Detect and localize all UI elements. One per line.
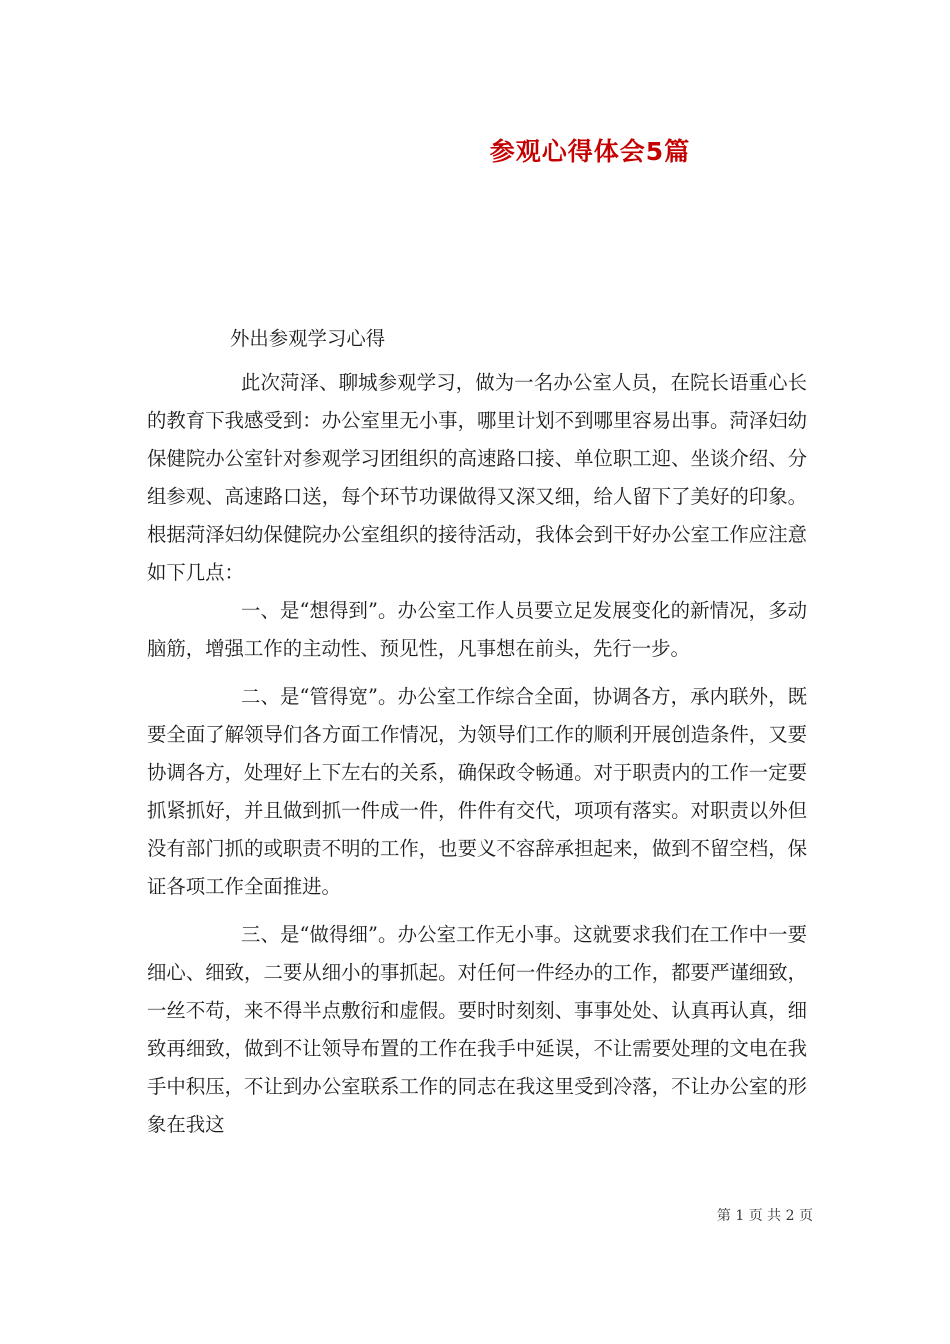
paragraph-point-3: 三、是“做得细”。办公室工作无小事。这就要求我们在工作中一要细心、细致，二要从细小的事抓起。对任何一件经办的工作，都要严谨细致，一丝不苟，来不得半点敷衍和虚假。要时时刻刻、事事处处、认真再认真，细致再细致，做到不让领导布置的工作在我手中延误，不让需要处理的文电在我手中积压，不让到办公室联系工作的同志在我这里受到冷落，不让办公室的形象在我这 xyxy=(147,923,807,1136)
paragraph-point-1: 一、是“想得到”。办公室工作人员要立足发展变化的新情况，多动脑筋，增强工作的主动性、预见性，凡事想在前头，先行一步。 xyxy=(147,599,807,660)
page-number-footer: 第 1 页 共 2 页 xyxy=(716,1208,813,1224)
section-heading: 外出参观学习心得 xyxy=(230,327,386,350)
document-body xyxy=(147,320,807,1144)
paragraph-intro: 此次菏泽、聊城参观学习，做为一名办公室人员，在院长语重心长的教育下我感受到：办公室里无小事，哪里计划不到哪里容易出事。菏泽妇幼保健院办公室针对参观学习团组织的高速路口接、单位职工迎、坐谈介绍、分组参观、高速路口送，每个环节功课做得又深又细，给人留下了美好的印象。根据菏泽妇幼保健院办公室组织的接待活动，我体会到干好办公室工作应注意如下几点： xyxy=(147,371,807,584)
document-title: 参观心得体会5篇 xyxy=(489,137,691,166)
paragraph-point-2: 二、是“管得宽”。办公室工作综合全面，协调各方，承内联外，既要全面了解领导们各方面工作情况，为领导们工作的顺利开展创造条件，又要协调各方，处理好上下左右的关系，确保政令畅通。对于职责内的工作一定要抓紧抓好，并且做到抓一件成一件，件件有交代，项项有落实。对职责以外但没有部门抓的或职责不明的工作，也要义不容辞承担起来，做到不留空档，保证各项工作全面推进。 xyxy=(147,685,807,898)
